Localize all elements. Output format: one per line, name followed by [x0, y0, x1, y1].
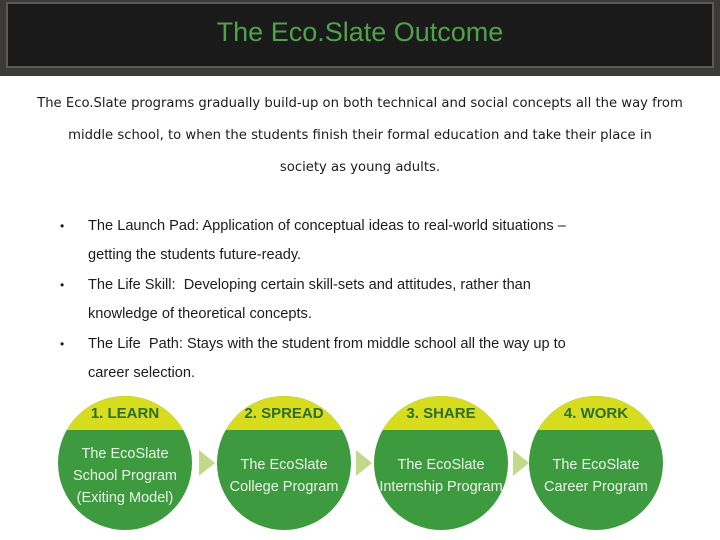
bullet-dot-icon: •	[60, 278, 65, 292]
step-line: The EcoSlate	[397, 457, 485, 473]
step-learn	[58, 396, 192, 530]
bullet-text: Application of conceptual ideas to real-world situations –	[199, 218, 566, 234]
bullet-text-continued: getting the students future-ready.	[88, 247, 302, 263]
step-line: The EcoSlate	[552, 457, 640, 473]
slide-title: The Eco.Slate Outcome	[216, 16, 504, 47]
arrow-right-icon	[199, 450, 215, 476]
title-bar	[0, 0, 720, 76]
intro-line-1: The Eco.Slate programs gradually build-up on both technical and social concepts all the way from	[37, 96, 683, 111]
intro-line-2: middle school, to when the students finish their formal education and take their place in	[68, 128, 652, 143]
intro-line-3: society as young adults.	[279, 160, 441, 175]
step-heading: 4. WORK	[529, 396, 663, 430]
step-line: The EcoSlate	[81, 446, 169, 462]
bullet-item-launch-pad	[60, 212, 680, 270]
step-heading: 3. SHARE	[374, 396, 508, 430]
step-line: School Program	[73, 468, 177, 484]
step-line: College Program	[229, 479, 339, 495]
step-share	[374, 396, 508, 530]
intro-paragraph	[18, 88, 702, 184]
bullet-list	[60, 212, 680, 389]
step-line: Career Program	[544, 479, 648, 495]
title-box	[6, 2, 714, 68]
step-spread	[217, 396, 351, 530]
bullet-term: The Life Path:	[88, 336, 183, 352]
bullet-item-life-skill	[60, 271, 680, 329]
arrow-right-icon	[513, 450, 529, 476]
step-body	[58, 430, 192, 530]
arrow-right-icon	[356, 450, 372, 476]
bullet-item-life-path	[60, 330, 680, 388]
bullet-text: Stays with the student from middle school all the way up to	[182, 336, 566, 352]
bullet-dot-icon: •	[60, 219, 65, 233]
bullet-text-continued: career selection.	[88, 365, 196, 381]
step-body	[217, 430, 351, 530]
step-line: (Exiting Model)	[76, 490, 174, 506]
step-work	[529, 396, 663, 530]
step-body	[529, 430, 663, 530]
program-steps-diagram	[0, 395, 720, 540]
step-heading: 1. LEARN	[58, 396, 192, 430]
bullet-term: The Launch Pad:	[88, 218, 200, 234]
step-line: Internship Program	[379, 479, 503, 495]
step-body	[374, 430, 508, 530]
step-line: The EcoSlate	[240, 457, 328, 473]
bullet-term: The Life Skill:	[88, 277, 176, 293]
bullet-text: Developing certain skill-sets and attitudes, rather than	[175, 277, 531, 293]
bullet-text-continued: knowledge of theoretical concepts.	[88, 306, 312, 322]
bullet-dot-icon: •	[60, 337, 65, 351]
step-heading: 2. SPREAD	[217, 396, 351, 430]
